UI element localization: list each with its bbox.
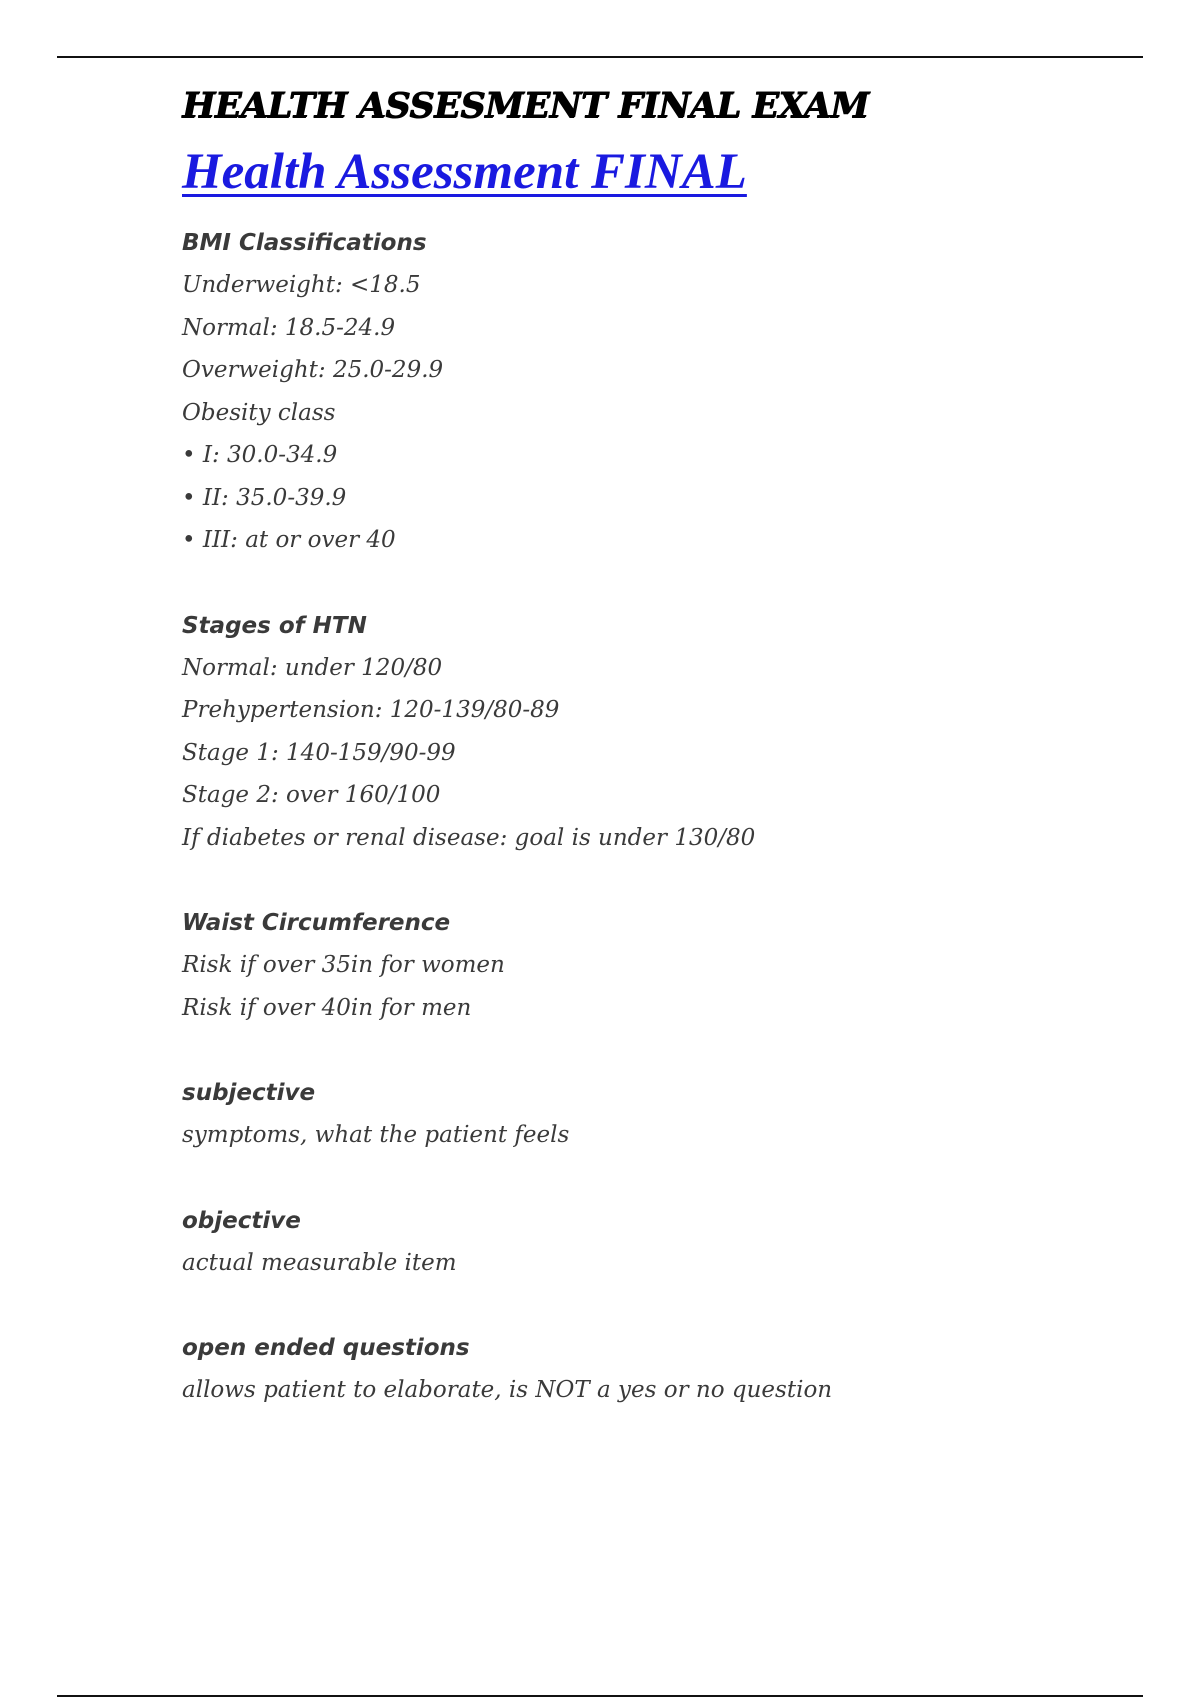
section-line: Normal: under 120/80 bbox=[182, 654, 443, 681]
section-waist-circumference bbox=[182, 902, 1142, 1029]
document-title: HEALTH ASSESMENT FINAL EXAM bbox=[182, 85, 869, 126]
section-line: If diabetes or renal disease: goal is under 130/80 bbox=[182, 824, 756, 851]
bottom-rule bbox=[57, 1695, 1143, 1697]
section-objective bbox=[182, 1200, 1142, 1285]
section-line: Prehypertension: 120-139/80-89 bbox=[182, 697, 560, 723]
section-gap bbox=[182, 1284, 1142, 1327]
section-subjective bbox=[182, 1072, 1142, 1157]
section-line: Stage 1: 140-159/90-99 bbox=[182, 739, 456, 766]
section-heading: objective bbox=[182, 1207, 301, 1234]
section-line: Risk if over 40in for men bbox=[182, 994, 472, 1021]
section-gap bbox=[182, 1029, 1142, 1072]
section-line: • II: 35.0-39.9 bbox=[182, 484, 347, 511]
section-heading: open ended questions bbox=[182, 1335, 470, 1361]
section-gap bbox=[182, 1157, 1142, 1200]
section-line: Obesity class bbox=[182, 399, 336, 426]
section-open-ended-questions bbox=[182, 1327, 1142, 1412]
section-line: Risk if over 35in for women bbox=[182, 952, 505, 978]
section-gap bbox=[182, 859, 1142, 902]
section-gap bbox=[182, 562, 1142, 605]
section-bmi-classifications bbox=[182, 222, 1142, 562]
section-line: Normal: 18.5-24.9 bbox=[182, 314, 396, 341]
section-line: symptoms, what the patient feels bbox=[182, 1122, 570, 1148]
section-line: actual measurable item bbox=[182, 1249, 457, 1276]
section-heading: Waist Circumference bbox=[182, 910, 451, 936]
section-heading: BMI Classifications bbox=[182, 230, 427, 256]
section-heading: Stages of HTN bbox=[182, 612, 367, 639]
section-line: • I: 30.0-34.9 bbox=[182, 442, 338, 468]
section-line: • III: at or over 40 bbox=[182, 527, 396, 553]
top-rule bbox=[57, 56, 1143, 58]
section-line: Underweight: <18.5 bbox=[182, 272, 421, 298]
section-line: Overweight: 25.0-29.9 bbox=[182, 357, 444, 383]
document-title-link[interactable]: Health Assessment FINAL bbox=[182, 144, 747, 200]
section-line: Stage 2: over 160/100 bbox=[182, 782, 441, 808]
section-line: allows patient to elaborate, is NOT a yes or no question bbox=[182, 1377, 833, 1403]
section-stages-of-htn bbox=[182, 605, 1142, 860]
section-heading: subjective bbox=[182, 1080, 316, 1106]
page-content bbox=[182, 84, 1142, 1412]
